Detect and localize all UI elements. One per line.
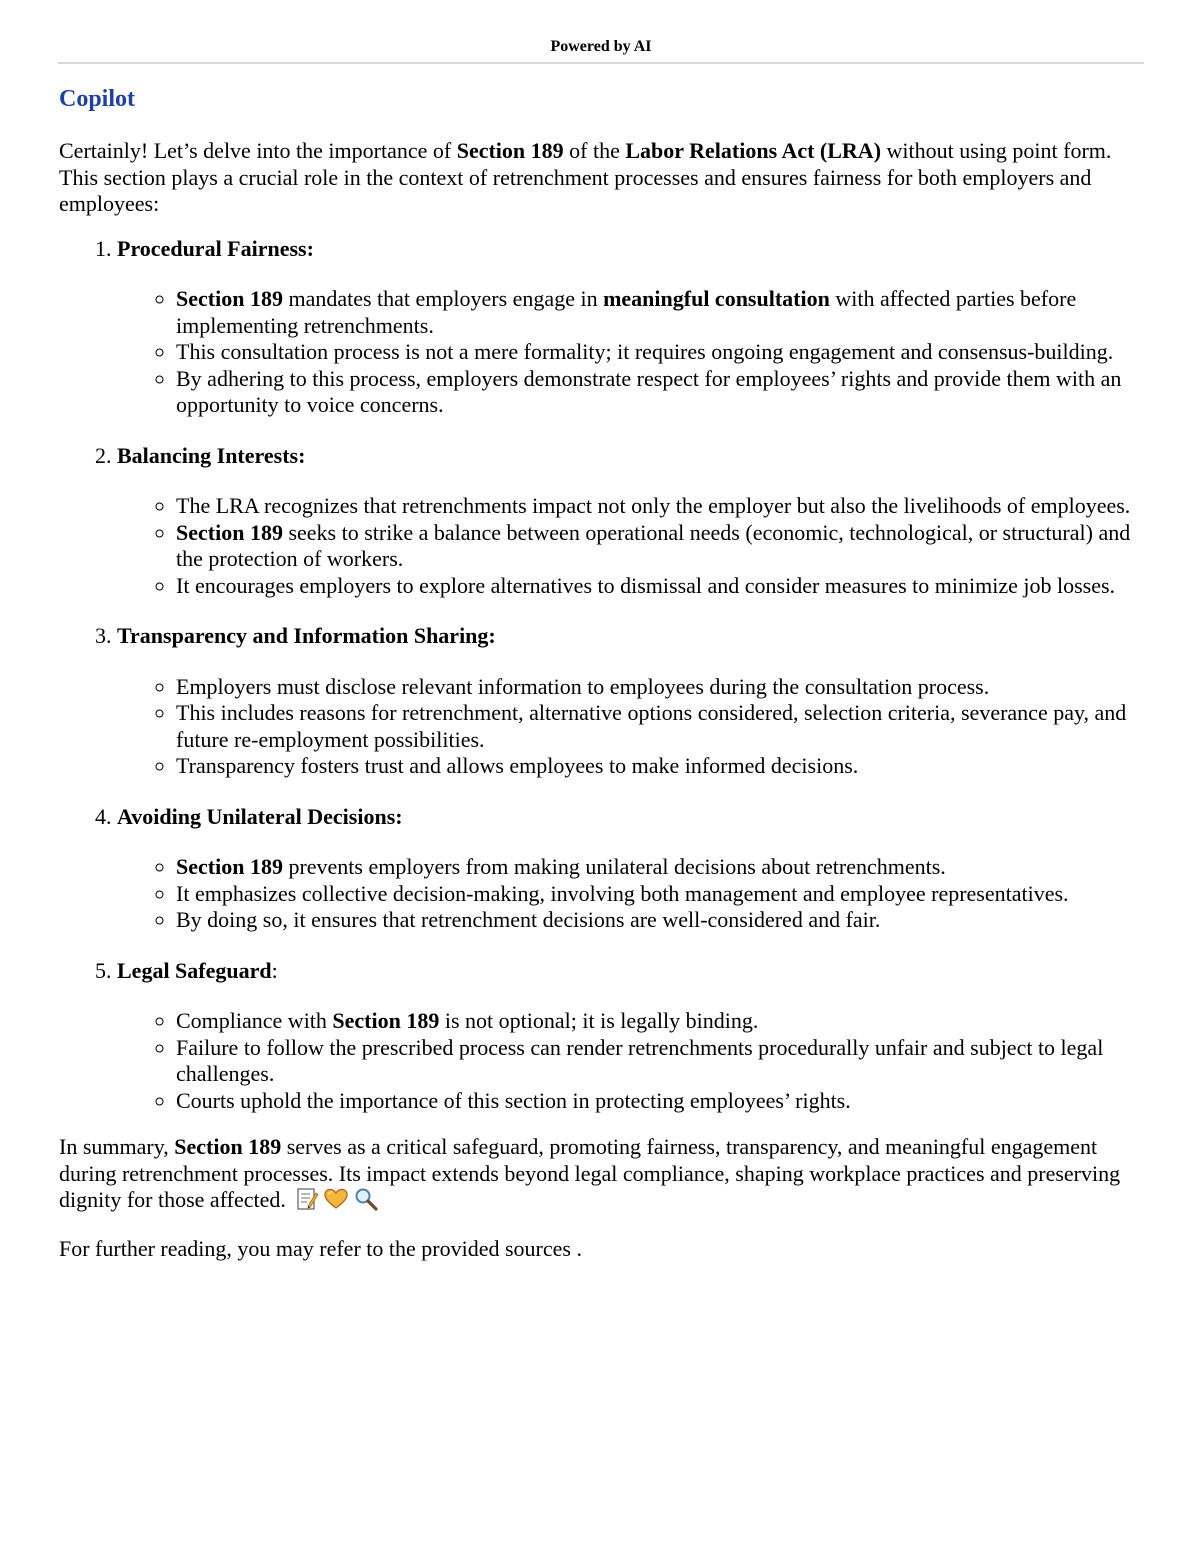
summary-paragraph: In summary, Section 189 serves as a critical safeguard, promoting fairness, transparency, and meaningful engagement during retrenchment processes. Its impact extends beyond legal compliance, shaping workplace practices and preserving dignity for those affected. [59,1134,1121,1212]
section-item [117,623,1149,780]
list-item: ◦ Transparency fosters trust and allows employees to make informed decisions. [176,753,1149,780]
response-body [59,138,1149,1262]
page-title: Copilot [59,86,136,112]
point-list [117,854,1149,934]
list-item: ◦ By doing so, it ensures that retrenchment decisions are well-considered and fair. [176,907,1149,934]
section-heading: Transparency and Information Sharing: [117,623,496,648]
list-item: ◦ The LRA recognizes that retrenchments impact not only the employer but also the livelihoods of employees. [176,493,1149,520]
list-item: ◦ By adhering to this process, employers demonstrate respect for employees’ rights and provide them with an opportunity to voice concerns. [176,366,1149,419]
memo-icon [295,1187,319,1211]
list-item: ◦ Employers must disclose relevant information to employees during the consultation process. [176,674,1149,701]
further-reading: For further reading, you may refer to the provided sources . [59,1235,582,1261]
point-list [117,674,1149,780]
section-heading: Avoiding Unilateral Decisions: [117,803,403,829]
point-list [117,286,1149,419]
section-item [117,958,1149,1115]
list-item: ◦ Compliance with Section 189 is not optional; it is legally binding. [176,1008,1149,1035]
list-item: ◦ Failure to follow the prescribed process can render retrenchments procedurally unfair and subject to legal challenges. [176,1035,1149,1088]
section-heading: Legal Safeguard: [117,957,278,983]
page-header: Powered by AI [58,38,1144,64]
list-item: ◦ Section 189 seeks to strike a balance between operational needs (economic, technological, or structural) and the protection of workers. [176,520,1149,573]
section-item [117,236,1149,419]
section-item [117,443,1149,600]
list-item: ◦ This includes reasons for retrenchment, alternative options considered, selection criteria, severance pay, and future re-employment possibilities. [176,700,1149,753]
section-item [117,804,1149,934]
section-heading: Procedural Fairness: [117,235,314,261]
list-item: ◦ Section 189 prevents employers from making unilateral decisions about retrenchments. [176,854,1149,881]
section-list [59,236,1149,1115]
list-item: ◦ Courts uphold the importance of this section in protecting employees’ rights. [176,1088,1149,1115]
magnifier-icon [353,1187,379,1211]
point-list [117,1008,1149,1114]
heart-icon [323,1187,349,1211]
list-item: ◦ It encourages employers to explore alternatives to dismissal and consider measures to minimize job losses. [176,573,1149,600]
list-item: ◦ This consultation process is not a mere formality; it requires ongoing engagement and consensus-building. [176,339,1149,366]
point-list [117,493,1149,599]
section-heading: Balancing Interests: [117,442,306,468]
list-item: ◦ It emphasizes collective decision-making, involving both management and employee representatives. [176,881,1149,908]
list-item: ◦ Section 189 mandates that employers engage in meaningful consultation with affected parties before implementing retrenchments. [176,286,1149,339]
intro-paragraph: Certainly! Let’s delve into the importance of Section 189 of the Labor Relations Act (LRA) without using point form. This section plays a crucial role in the context of retrenchment processes and ensures fairness for both employers and employees: [59,138,1112,216]
